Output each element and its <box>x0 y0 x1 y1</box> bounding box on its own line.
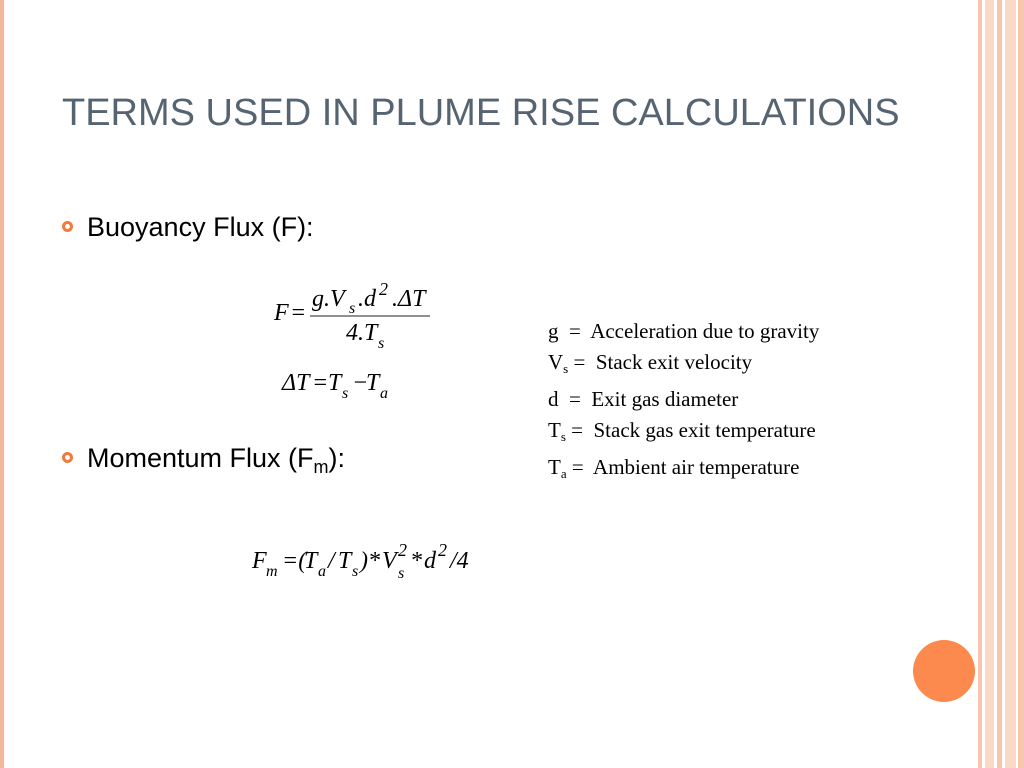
slide-title: TERMS USED IN PLUME RISE CALCULATIONS <box>62 92 900 134</box>
bullet-label-main: Momentum Flux (F <box>87 443 314 473</box>
def-text: Acceleration due to gravity <box>590 319 820 343</box>
def-sep: = <box>565 418 594 442</box>
def-symbol-sub: s <box>560 429 566 444</box>
svg-text:/4: /4 <box>450 548 469 574</box>
definition-row <box>548 415 819 452</box>
svg-text:2: 2 <box>438 540 447 560</box>
def-symbol: T <box>548 418 561 442</box>
svg-text:)*: )* <box>360 548 380 574</box>
decorative-stripe <box>1018 0 1024 768</box>
definition-row <box>548 452 819 489</box>
svg-text:T: T <box>304 548 318 574</box>
definition-row <box>548 347 819 384</box>
momentum-flux-formula <box>252 540 492 590</box>
svg-text:*: * <box>410 548 422 574</box>
bullet-ring-icon <box>62 452 73 463</box>
def-symbol: d <box>548 387 559 411</box>
def-symbol: T <box>548 455 561 479</box>
def-symbol: V <box>548 350 564 374</box>
symbol-definitions <box>548 316 819 489</box>
svg-text:s: s <box>349 300 356 317</box>
def-symbol: g <box>548 319 559 343</box>
svg-text:−: − <box>352 370 369 396</box>
decorative-stripe <box>1005 0 1016 768</box>
bullet-label-sub: m <box>313 457 329 477</box>
bullet-label: Buoyancy Flux (F): <box>87 212 314 242</box>
bullet-label-tail: ): <box>328 443 346 473</box>
definition-row <box>548 384 819 415</box>
svg-text:m: m <box>266 563 278 580</box>
svg-text:a: a <box>380 385 388 402</box>
left-border-stripe <box>0 0 4 768</box>
svg-text:T: T <box>328 370 342 396</box>
svg-text:.ΔT: .ΔT <box>392 286 426 312</box>
svg-text:s: s <box>342 385 349 402</box>
svg-text:=: = <box>290 300 307 326</box>
svg-text:=: = <box>312 370 329 396</box>
svg-text:.d: .d <box>358 286 376 312</box>
def-text: Stack gas exit temperature <box>593 418 816 442</box>
svg-text:T: T <box>366 370 380 396</box>
svg-text:4.: 4. <box>346 320 364 346</box>
svg-text:s: s <box>378 335 385 352</box>
svg-text:=(: =( <box>282 548 307 574</box>
decorative-stripe <box>997 0 1002 768</box>
accent-circle <box>913 640 975 702</box>
svg-text:a: a <box>318 563 326 580</box>
svg-text:d: d <box>424 548 436 574</box>
def-symbol-sub: s <box>563 361 569 376</box>
bullet-buoyancy-flux <box>62 212 314 243</box>
svg-text:T: T <box>364 320 378 346</box>
buoyancy-flux-formula <box>272 279 442 352</box>
svg-text:F: F <box>274 300 289 326</box>
def-sep: = <box>566 455 594 479</box>
def-sep: = <box>558 319 591 343</box>
svg-text:/: / <box>328 548 335 574</box>
def-sep: = <box>568 350 596 374</box>
delta-t-formula <box>282 364 412 404</box>
svg-text:g.V: g.V <box>312 286 345 312</box>
svg-text:2: 2 <box>398 540 407 560</box>
svg-text:2: 2 <box>379 279 388 299</box>
decorative-stripe <box>985 0 994 768</box>
svg-text:s: s <box>352 563 359 580</box>
bullet-label <box>87 443 345 478</box>
definition-row <box>548 316 819 347</box>
svg-text:F: F <box>252 548 267 574</box>
def-text: Ambient air temperature <box>593 455 800 479</box>
bullet-momentum-flux <box>62 443 345 478</box>
svg-text:s: s <box>398 565 405 582</box>
def-sep: = <box>558 387 592 411</box>
def-symbol-sub: a <box>560 466 567 481</box>
def-text: Exit gas diameter <box>591 387 739 411</box>
svg-text:V: V <box>382 548 397 574</box>
bullet-ring-icon <box>62 221 73 232</box>
svg-text:T: T <box>338 548 352 574</box>
decorative-stripe <box>978 0 982 768</box>
def-text: Stack exit velocity <box>595 350 753 374</box>
svg-text:ΔT: ΔT <box>282 370 310 396</box>
